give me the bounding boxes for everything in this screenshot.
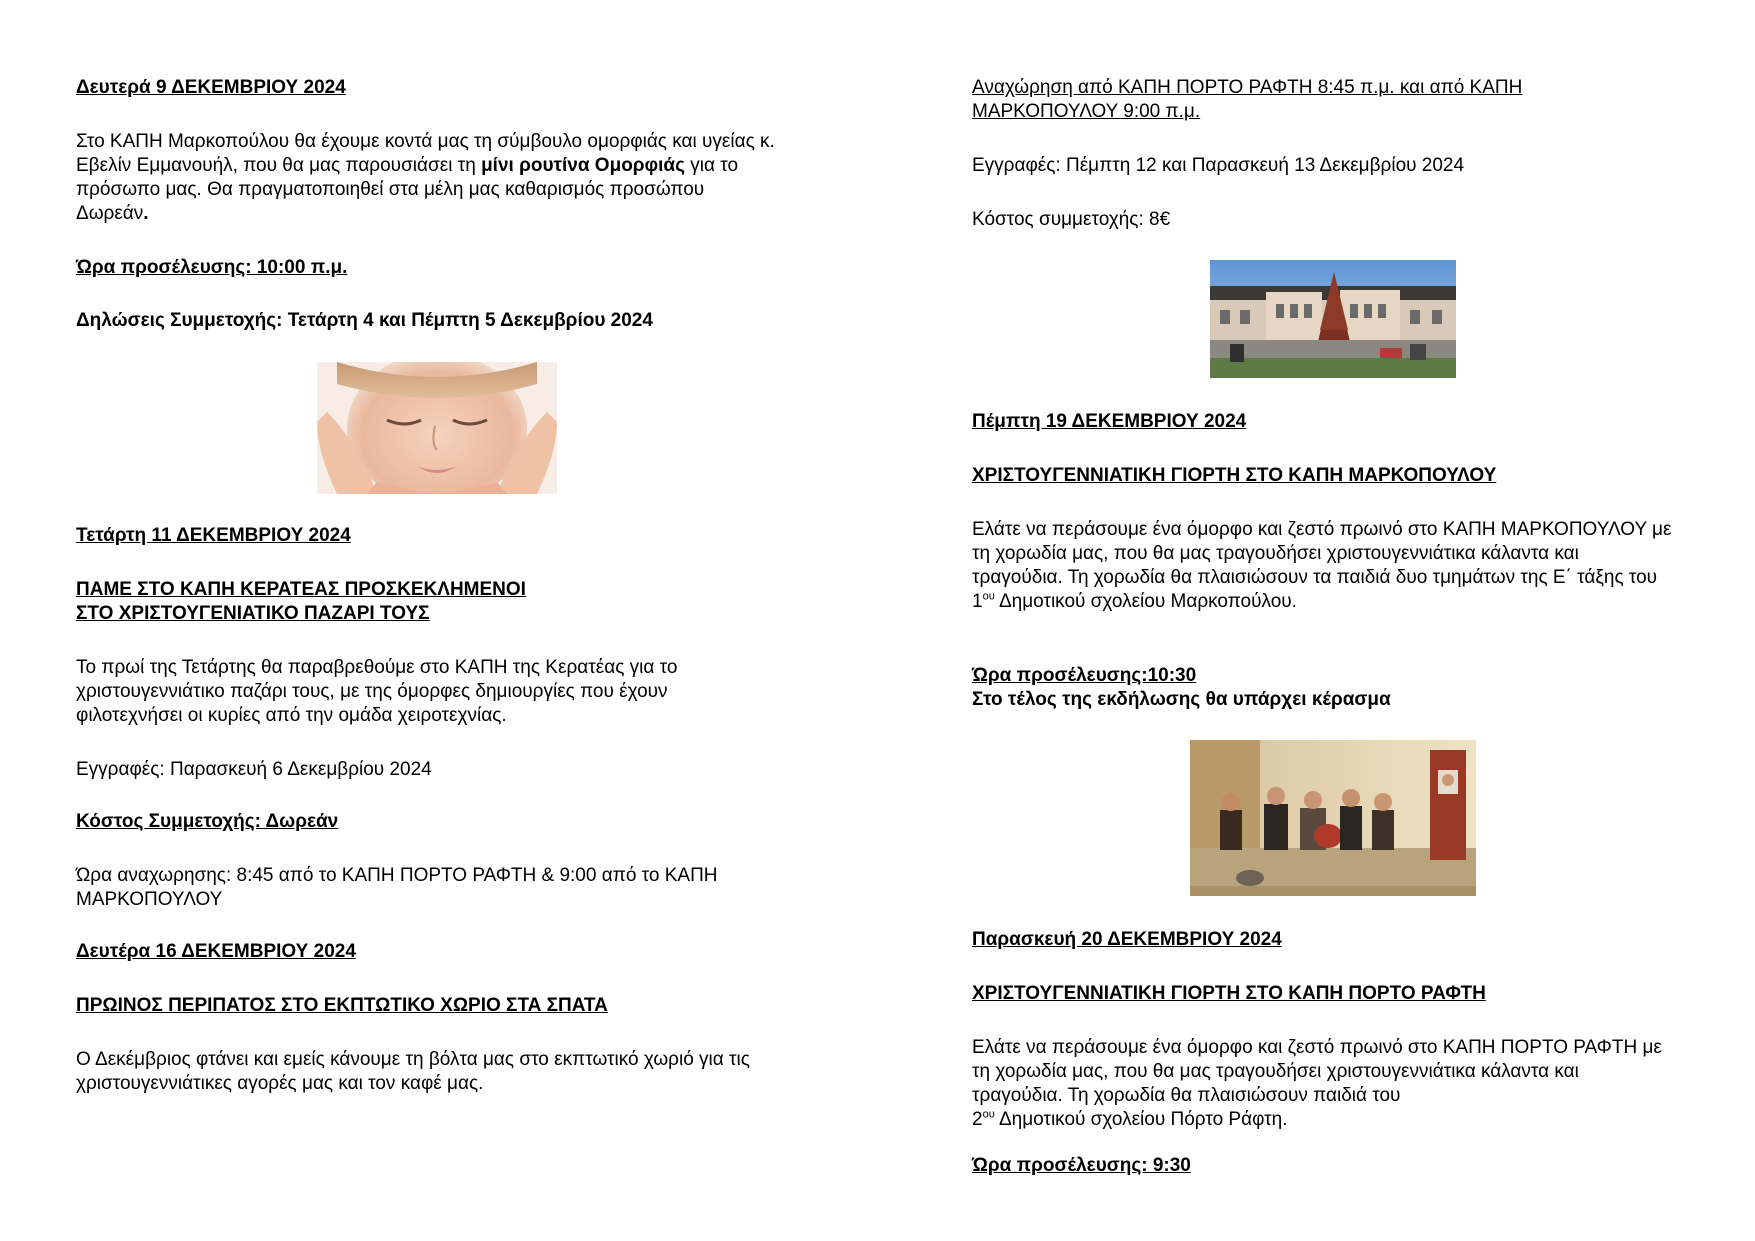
event-description-mon16: Ο Δεκέμβριος φτάνει και εμείς κάνουμε τη βόλτα μας στο εκπτωτικό χωριό για τις χριστουγεννιάτικες αγορές μας και τον καφέ μας. — [76, 1049, 750, 1094]
event-description-fri20: Ελάτε να περάσουμε ένα όμορφο και ζεστό πρωινό στο ΚΑΠΗ ΠΟΡΤΟ ΡΑΦΤΗ με τη χορωδία μας, που θα μας τραγουδήσει χριστουγεννιάτικα κάλαντα και τραγούδια. Τη χορωδία θα πλαισιώσουν παιδιά του $2^{o\upsilon}$ Δημοτικού σχολείου Πόρτο Ράφτη. — [972, 1037, 1662, 1130]
cost-mon16: Κόστος συμμετοχής: 8€ — [972, 209, 1171, 230]
arrival-time-fri20: Ώρα προσέλευσης: 9:30 — [972, 1155, 1191, 1176]
carol-singers-painting — [1190, 740, 1476, 896]
event-description-mon9: Στο ΚΑΠΗ Μαρκοπούλου θα έχουμε κοντά μας τη σύμβουλο ομορφιάς και υγείας κ. Εβελίν Εμμανουήλ, που θα μας παρουσιάσει τη μίνι ρουτίνα Ομορφιάς για το πρόσωπο μας. Θα πραγματοποιηθεί στα μέλη μας καθαρισμός προσώπου Δωρεάν. — [76, 131, 775, 224]
treat-note-thu19: Στο τέλος της εκδήλωσης θα υπάρχει κέρασμα — [972, 689, 1391, 710]
arrival-time-thu19: Ώρα προσέλευσης:10:30 — [972, 665, 1197, 686]
event-title-mon16: ΠΡΩΙΝΟΣ ΠΕΡΙΠΑΤΟΣ ΣΤΟ ΕΚΠΤΩΤΙΚΟ ΧΩΡΙΟ ΣΤΑ ΣΠΑΤΑ — [76, 995, 608, 1016]
event-title-wed11-line1: ΠΑΜΕ ΣΤΟ ΚΑΠΗ ΚΕΡΑΤΕΑΣ ΠΡΟΣΚΕΚΛΗΜΕΝΟΙ — [76, 579, 526, 600]
event-date-mon16: Δευτέρα 16 ΔΕΚΕΜΒΡΙΟΥ 2024 — [76, 941, 356, 962]
registration-mon16: Εγγραφές: Πέμπτη 12 και Παρασκευή 13 Δεκεμβρίου 2024 — [972, 155, 1465, 176]
event-title-thu19: ΧΡΙΣΤΟΥΓΕΝΝΙΑΤΙΚΗ ΓΙΟΡΤΗ ΣΤΟ ΚΑΠΗ ΜΑΡΚΟΠΟΥΛΟΥ — [972, 465, 1497, 486]
event-title-fri20: ΧΡΙΣΤΟΥΓΕΝΝΙΑΤΙΚΗ ΓΙΟΡΤΗ ΣΤΟ ΚΑΠΗ ΠΟΡΤΟ ΡΑΦΤΗ — [972, 983, 1486, 1004]
event-description-wed11: Το πρωί της Τετάρτης θα παραβρεθούμε στο ΚΑΠΗ της Κερατέας για το χριστουγεννιάτικο παζάρι τους, με της όμορφες δημιουργίες που έχουν φιλοτεχνήσει οι κυρίες από την ομάδα χειροτεχνίας. — [76, 657, 678, 726]
registration-wed11: Εγγραφές: Παρασκευή 6 Δεκεμβρίου 2024 — [76, 759, 432, 780]
arrival-time-mon9: Ώρα προσέλευσης: 10:00 π.μ. — [76, 257, 348, 278]
registration-mon9: Δηλώσεις Συμμετοχής: Τετάρτη 4 και Πέμπτη 5 Δεκεμβρίου 2024 — [76, 310, 653, 331]
facial-treatment-image — [317, 362, 557, 494]
event-date-thu19: Πέμπτη 19 ΔΕΚΕΜΒΡΙΟΥ 2024 — [972, 411, 1247, 432]
event-description-thu19: Ελάτε να περάσουμε ένα όμορφο και ζεστό πρωινό στο ΚΑΠΗ ΜΑΡΚΟΠΟΥΛΟΥ με τη χορωδία μας, που θα μας τραγουδήσει χριστουγεννιάτικα κάλαντα και τραγούδια. Τη χορωδία θα πλαισιώσουν τα παιδιά δυο τμημάτων της Ε΄ τάξης του $1^{o\upsilon}$ Δημοτικού σχολείου Μαρκοπούλου. — [972, 519, 1672, 612]
departure-mon16: Αναχώρηση από ΚΑΠΗ ΠΟΡΤΟ ΡΑΦΤΗ 8:45 π.μ. και από ΚΑΠΗ ΜΑΡΚΟΠΟΥΛΟΥ 9:00 π.μ. — [972, 77, 1523, 122]
cost-wed11: Κόστος Συμμετοχής: Δωρεάν — [76, 811, 339, 832]
event-date-mon9: Δευτερά 9 ΔΕΚΕΜΒΡΙΟΥ 2024 — [76, 77, 346, 98]
event-date-wed11: Τετάρτη 11 ΔΕΚΕΜΒΡΙΟΥ 2024 — [76, 525, 351, 546]
departure-wed11: Ώρα αναχωρησης: 8:45 από το ΚΑΠΗ ΠΟΡΤΟ ΡΑΦΤΗ & 9:00 από το ΚΑΠΗ ΜΑΡΚΟΠΟΥΛΟΥ — [76, 865, 718, 910]
event-title-wed11-line2: ΣΤΟ ΧΡΙΣΤΟΥΓΕΝΙΑΤΙΚΟ ΠΑΖΑΡΙ ΤΟΥΣ — [76, 603, 430, 624]
outlet-village-image — [1210, 260, 1456, 378]
event-date-fri20: Παρασκευή 20 ΔΕΚΕΜΒΡΙΟΥ 2024 — [972, 929, 1282, 950]
